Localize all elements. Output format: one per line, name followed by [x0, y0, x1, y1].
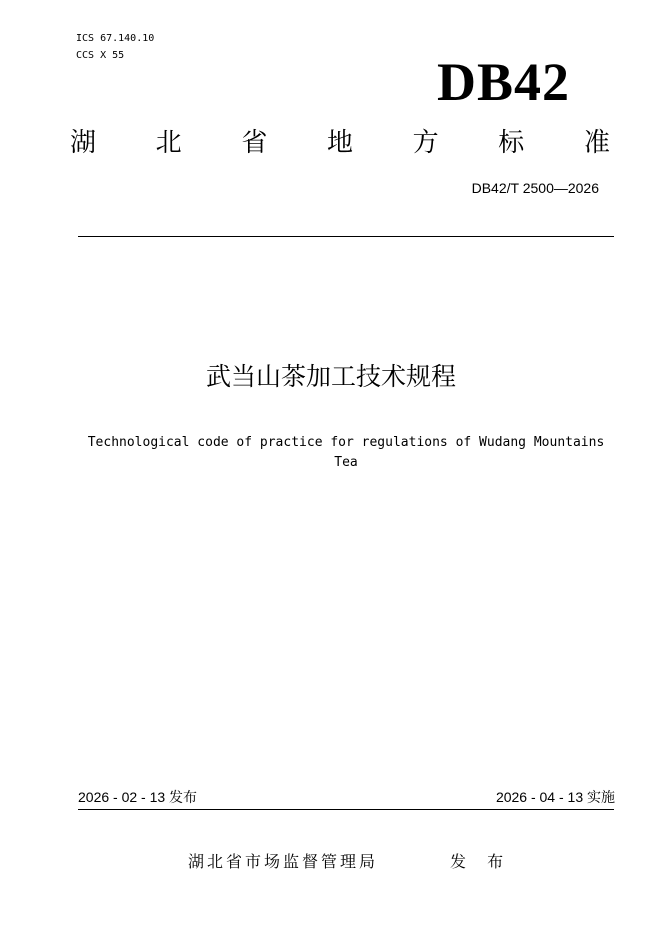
- ics-classification: ICS 67.140.10: [76, 33, 155, 44]
- top-divider: [78, 236, 614, 237]
- issue-date: 2026 - 02 - 13 发布: [78, 789, 198, 805]
- standard-type-char: 方: [412, 128, 439, 158]
- document-title-en-line: Tea: [334, 455, 358, 470]
- publisher-name: 湖北省市场监督管理局: [188, 852, 379, 871]
- document-title-en: [70, 433, 622, 473]
- standard-type-heading: [70, 126, 610, 160]
- document-title-en-line: Technological code of practice for regulations of Wudang Mountains: [87, 435, 605, 450]
- standard-type-char: 地: [326, 128, 353, 158]
- ccs-classification: CCS X 55: [76, 50, 125, 61]
- document-title-cn: 武当山茶加工技术规程: [205, 362, 456, 391]
- standard-number: DB42/T 2500—2026: [471, 180, 599, 196]
- standard-type-char: 省: [241, 128, 268, 158]
- standard-type-char: 准: [583, 128, 610, 158]
- standard-type-char: 北: [155, 128, 182, 158]
- db-code-logo: DB42: [436, 52, 570, 112]
- bottom-divider: [78, 809, 614, 810]
- publish-label: 发 布: [450, 852, 512, 871]
- standard-type-char: 标: [498, 128, 525, 158]
- implementation-date: 2026 - 04 - 13 实施: [495, 789, 615, 805]
- standard-type-char: 湖: [70, 128, 97, 158]
